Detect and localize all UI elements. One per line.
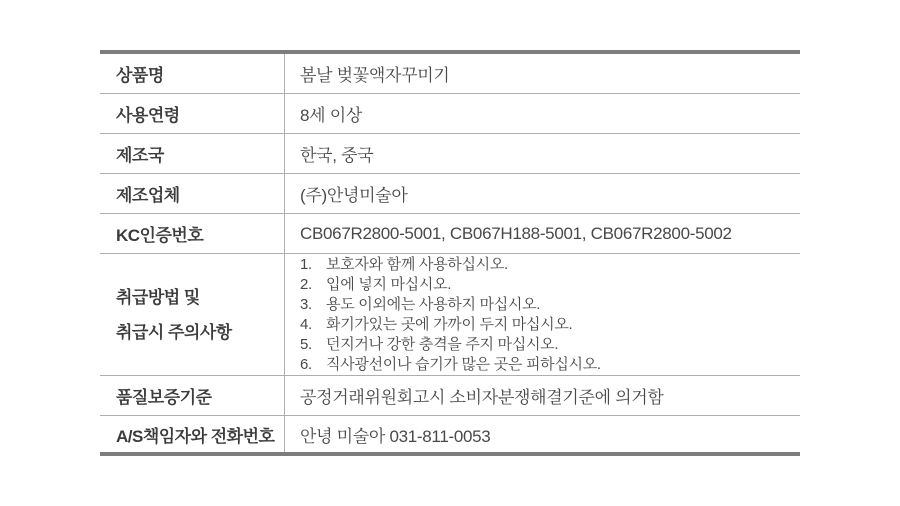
row-label: 사용연령 [100,94,285,133]
list-item [300,295,540,315]
precautions-label [116,280,232,350]
list-item-text: 직사광선이나 습기가 많은 곳은 피하십시오. [326,355,601,373]
table-row-as-contact [100,416,800,452]
list-item [300,355,601,375]
list-item-text: 용도 이외에는 사용하지 마십시오. [326,295,541,313]
list-item-number: 4. [300,315,312,333]
list-item-number: 5. [300,335,312,353]
list-item [300,255,508,275]
row-value: 안녕 미술아 031-811-0053 [300,426,491,446]
list-item-number: 6. [300,355,312,373]
product-info-table [100,50,800,456]
table-row-manufacturer [100,174,800,214]
table-row-kc-certification [100,214,800,254]
precautions-label-line1: 취급방법 및 [116,287,200,307]
row-value: 공정거래위원회고시 소비자분쟁해결기준에 의거함 [300,388,664,407]
row-value: 봄날 벚꽃액자꾸미기 [300,66,450,85]
precautions-list [285,254,800,375]
table-row-country [100,134,800,174]
row-label: 제조업체 [100,174,285,213]
row-label [100,254,285,375]
row-label: A/S책임자와 전화번호 [100,416,285,452]
list-item [300,275,451,295]
list-item [300,315,572,335]
row-label: 품질보증기준 [100,376,285,415]
precautions-label-line2: 취급시 주의사항 [116,322,232,342]
list-item-number: 3. [300,295,312,313]
list-item-text: 입에 넣지 마십시오. [326,275,452,293]
list-item-text: 화기가있는 곳에 가까이 두지 마십시오. [326,315,573,333]
list-item-number: 2. [300,275,312,293]
table-row-precautions [100,254,800,376]
row-label: 상품명 [100,54,285,93]
table-row-usage-age [100,94,800,134]
list-item-text: 던지거나 강한 충격을 주지 마십시오. [326,335,559,353]
row-label: KC인증번호 [100,214,285,253]
row-value: (주)안녕미술아 [300,186,408,205]
list-item-text: 보호자와 함께 사용하십시오. [326,255,508,273]
row-value: 8세 이상 [300,106,362,125]
list-item-number: 1. [300,255,312,273]
row-value: CB067R2800-5001, CB067H188-5001, CB067R2800-5002 [300,223,732,243]
row-value: 한국, 중국 [300,146,374,165]
list-item [300,335,558,355]
table-row-quality-guarantee [100,376,800,416]
table-row-product-name [100,54,800,94]
row-label: 제조국 [100,134,285,173]
